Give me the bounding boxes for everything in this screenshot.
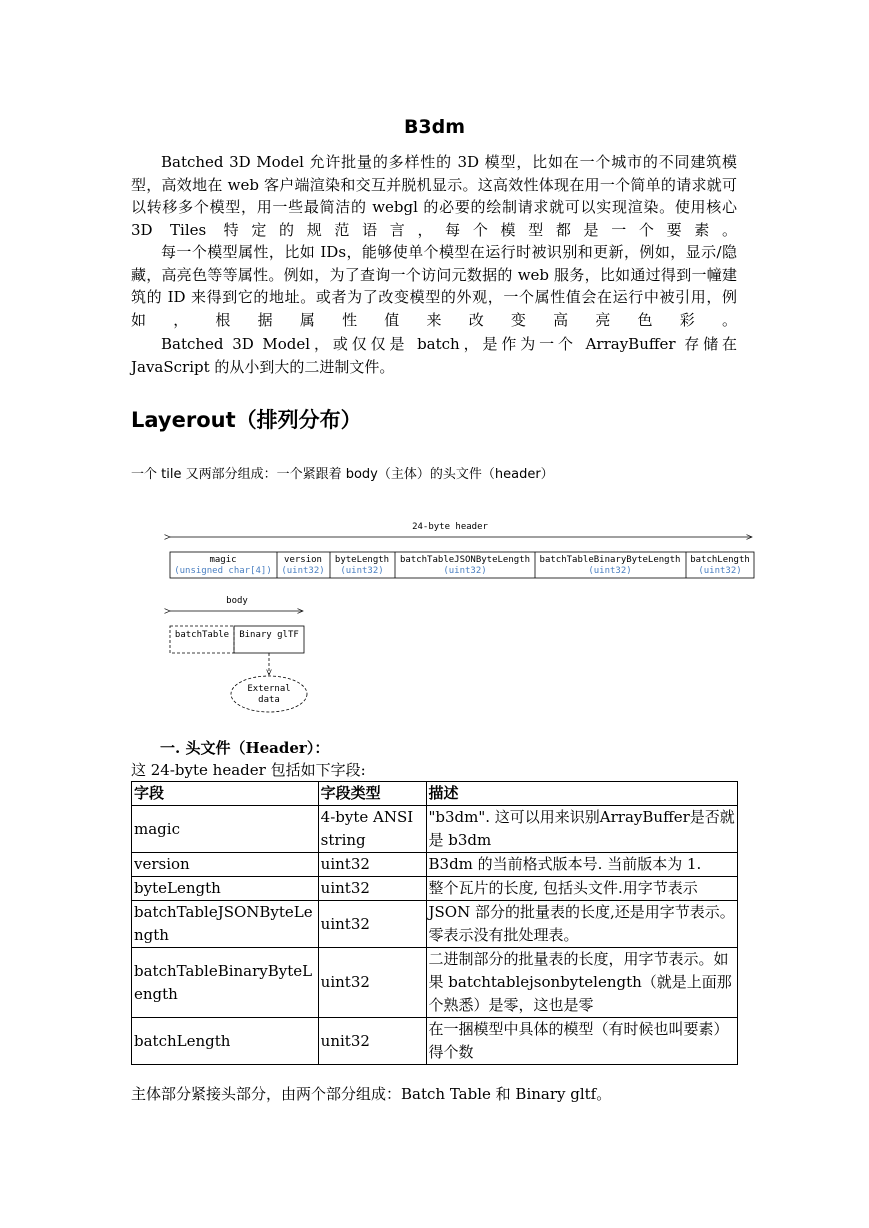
- column-header-description: 描述: [426, 782, 738, 806]
- table-cell: 整个瓦片的长度, 包括头文件.用字节表示: [426, 877, 738, 901]
- table-row: [132, 877, 738, 901]
- field-type-bytelength: (uint32): [340, 566, 384, 576]
- table-row: [132, 806, 738, 853]
- table-row: [132, 1018, 738, 1065]
- table-cell: batchTableJSONByteLength: [132, 901, 319, 948]
- table-cell: unit32: [318, 1018, 426, 1065]
- header-section-heading: 一. 头文件（Header）：: [160, 739, 330, 757]
- field-type-magic: (unsigned char[4]): [174, 566, 272, 576]
- table-cell: 二进制部分的批量表的长度，用字节表示。如果 batchtablejsonbytelength（就是上面那个熟悉）是零，这也是零: [426, 948, 738, 1018]
- table-cell: version: [132, 853, 319, 877]
- b3dm-layout-diagram: [160, 515, 760, 720]
- table-cell: 4-byte ANSI string: [318, 806, 426, 853]
- table-cell: uint32: [318, 901, 426, 948]
- intro-paragraph-3: Batched 3D Model，或仅仅是 batch，是作为一个 ArrayBuffer 存储在 JavaScript 的从小到大的二进制文件。: [131, 335, 737, 376]
- field-name-json-bytelength: batchTableJSONByteLength: [399, 555, 531, 565]
- table-cell: batchLength: [132, 1018, 319, 1065]
- table-cell: uint32: [318, 948, 426, 1018]
- field-name-version: version: [284, 555, 322, 565]
- field-type-json-bytelength: (uint32): [443, 566, 487, 576]
- table-cell: B3dm 的当前格式版本号. 当前版本为 1.: [426, 853, 738, 877]
- binary-gltf-label: Binary glTF: [239, 630, 299, 640]
- column-header-type: 字段类型: [318, 782, 426, 806]
- external-data-ellipse: [231, 676, 307, 712]
- table-row: [132, 901, 738, 948]
- header-fields-table: [131, 781, 738, 1065]
- page-title: B3dm: [403, 116, 466, 138]
- batch-table-label: batchTable: [174, 630, 230, 640]
- intro-paragraph-2: 每一个模型属性，比如 IDs，能够使单个模型在运行时被识别和更新，例如，显示/隐藏，高亮色等等属性。例如，为了查询一个访问元数据的 web 服务，比如通过得到一幢建筑的 ID 来得到它的地址。或者为了改变模型的外观，一个属性值会在运行中被引用，例如，根据属性值来改变高亮色彩。: [131, 243, 737, 329]
- field-type-batchlength: (uint32): [698, 566, 742, 576]
- external-data-label-1: External: [247, 684, 291, 694]
- table-cell: uint32: [318, 853, 426, 877]
- field-name-magic: magic: [209, 555, 237, 565]
- table-header-row: [132, 782, 738, 806]
- field-name-binary-bytelength: batchTableBinaryByteLength: [539, 555, 681, 565]
- table-cell: JSON 部分的批量表的长度,还是用字节表示。零表示没有批处理表。: [426, 901, 738, 948]
- table-cell: 在一捆模型中具体的模型（有时候也叫要素）得个数: [426, 1018, 738, 1065]
- layout-intro: 一个 tile 又两部分组成：一个紧跟着 body（主体）的头文件（header）: [131, 467, 554, 482]
- table-cell: batchTableBinaryByteLength: [132, 948, 319, 1018]
- body-note: 主体部分紧接头部分，由两个部分组成：Batch Table 和 Binary gltf。: [131, 1085, 612, 1103]
- table-cell: byteLength: [132, 877, 319, 901]
- table-row: [132, 948, 738, 1018]
- table-row: [132, 853, 738, 877]
- field-type-binary-bytelength: (uint32): [588, 566, 632, 576]
- header-table-intro: 这 24-byte header 包括如下字段:: [131, 761, 366, 779]
- intro-paragraph-1: Batched 3D Model 允许批量的多样性的 3D 模型，比如在一个城市的不同建筑模型，高效地在 web 客户端渲染和交互并脱机显示。这高效性体现在用一个简单的请求就可以转移多个模型，用一些最简洁的 webgl 的必要的绘制请求就可以实现渲染。使用核心 3D Tiles 特定的规范语言，每个模型都是一个要素。: [131, 153, 737, 239]
- table-cell: magic: [132, 806, 319, 853]
- external-data-label-2: data: [258, 695, 280, 705]
- table-cell: "b3dm". 这可以用来识别ArrayBuffer是否就是 b3dm: [426, 806, 738, 853]
- field-name-bytelength: byteLength: [334, 555, 390, 565]
- layout-heading: Layerout（排列分布）: [131, 408, 362, 432]
- field-name-batchlength: batchLength: [690, 555, 750, 565]
- table-cell: uint32: [318, 877, 426, 901]
- header-span-label: 24-byte header: [412, 522, 488, 532]
- body-span-label: body: [226, 596, 248, 606]
- field-type-version: (uint32): [281, 566, 325, 576]
- column-header-field: 字段: [132, 782, 319, 806]
